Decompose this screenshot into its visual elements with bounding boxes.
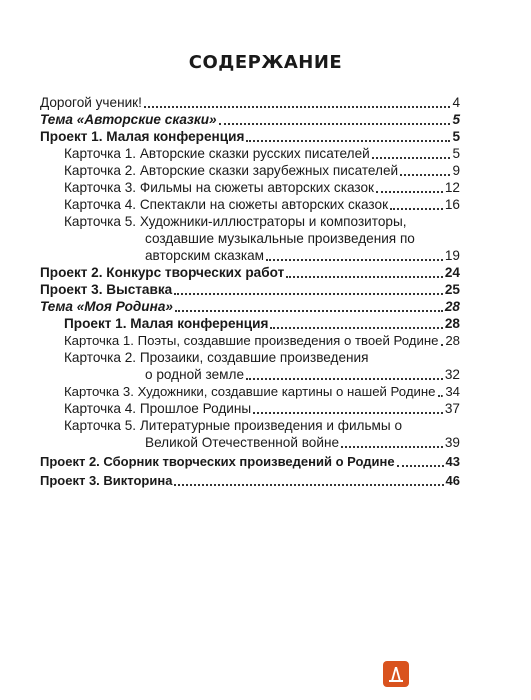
toc-entry-text: Карточка 5. Художники-иллюстраторы и композиторы, [64,214,407,229]
toc-entry-text: Тема «Авторские сказки» [40,112,217,127]
leader-dots [246,140,450,142]
toc-entry-text: Карточка 5. Литературные произведения и фильмы о [64,418,403,433]
toc-card[interactable] [145,366,460,383]
toc-page-number: 12 [444,180,460,195]
leader-dots [286,276,443,278]
toc-card[interactable] [64,145,460,162]
toc-page-number: 19 [444,248,460,263]
leader-dots [441,344,444,346]
letter-l-logo-icon [383,661,409,687]
toc-entry-text: Дорогой ученик! [40,95,142,110]
toc-entry-text: Карточка 4. Спектакли на сюжеты авторских сказок [64,197,389,212]
leader-dots [341,446,443,448]
toc-page-number: 43 [445,454,460,469]
toc-page-number: 16 [444,197,460,212]
toc-entry-text: Карточка 3. Художники, создавшие картины о нашей Родине [64,384,436,399]
toc-page-number: 4 [452,95,460,110]
toc-page-number: 39 [444,435,460,450]
toc-page-number: 5 [452,112,460,127]
toc-entry-text: Проект 2. Конкурс творческих работ [40,265,285,280]
toc-page-number: 25 [444,282,460,297]
toc-page-number: 28 [444,299,460,314]
toc-card[interactable] [64,179,460,196]
toc-card[interactable] [64,196,460,213]
leader-dots [400,174,450,176]
leader-dots [219,123,451,125]
toc-project[interactable] [40,264,460,281]
leader-dots [438,395,444,397]
toc-project[interactable] [40,128,460,145]
toc-page-number: 5 [452,146,460,161]
toc-page-number: 37 [444,401,460,416]
leader-dots [174,293,443,295]
toc-theme[interactable] [40,298,460,315]
toc-entry-text-continued: создавшие музыкальные произведения по [145,231,415,246]
toc-entry-text: Карточка 1. Авторские сказки русских писателей [64,146,370,161]
toc-page-number: 34 [445,384,460,399]
leader-dots [270,327,442,329]
toc-card[interactable] [64,400,460,417]
toc-card[interactable] [64,162,460,179]
toc-page-number: 28 [445,333,460,348]
toc-project[interactable] [40,472,460,489]
toc-entry-text: Проект 3. Викторина [40,473,173,488]
toc-entry-text: Карточка 4. Прошлое Родины [64,401,252,416]
leader-dots [376,191,443,193]
toc-entry-text: Карточка 1. Поэты, создавшие произведения о твоей Родине [64,333,439,348]
toc-entry-text-continued: о родной земле [145,367,245,382]
toc-page-number: 28 [444,316,460,331]
toc-theme[interactable] [40,111,460,128]
toc-card[interactable] [64,383,460,400]
toc-entry-text: Проект 3. Выставка [40,282,173,297]
toc-entry-text: Тема «Моя Родина» [40,299,173,314]
toc-entry-text: Проект 1. Малая конференция [64,316,269,331]
toc-page-number: 32 [444,367,460,382]
leader-dots [397,465,444,467]
toc-entry-text-continued: авторским сказкам [145,248,264,263]
toc-card[interactable] [145,247,460,264]
toc-entry-text-continued: Великой Отечественной войне [145,435,340,450]
toc-entry[interactable] [40,94,460,111]
leader-dots [174,484,443,486]
page-title: СОДЕРЖАНИЕ [188,52,343,73]
leader-dots [175,310,443,312]
leader-dots [253,412,443,414]
toc-project[interactable] [40,281,460,298]
toc-page-number: 46 [445,473,460,488]
leader-dots [246,378,443,380]
leader-dots [266,259,443,261]
publisher-logo [383,661,409,687]
toc-project[interactable] [40,453,460,470]
toc-entry-text: Проект 1. Малая конференция [40,129,245,144]
toc-card[interactable] [145,434,460,451]
toc-entry-text: Карточка 3. Фильмы на сюжеты авторских сказок [64,180,374,195]
toc-entry-text: Карточка 2. Прозаики, создавшие произведения [64,350,369,365]
toc-page-number: 9 [452,163,460,178]
toc-page-number: 5 [452,129,460,144]
toc-card[interactable] [64,332,460,349]
toc-page-number: 24 [444,265,460,280]
leader-dots [144,106,451,108]
toc-entry-text: Карточка 2. Авторские сказки зарубежных писателей [64,163,399,178]
toc-project[interactable] [64,315,460,332]
leader-dots [372,157,451,159]
leader-dots [390,208,443,210]
toc-entry-text: Проект 2. Сборник творческих произведений о Родине [40,454,395,469]
